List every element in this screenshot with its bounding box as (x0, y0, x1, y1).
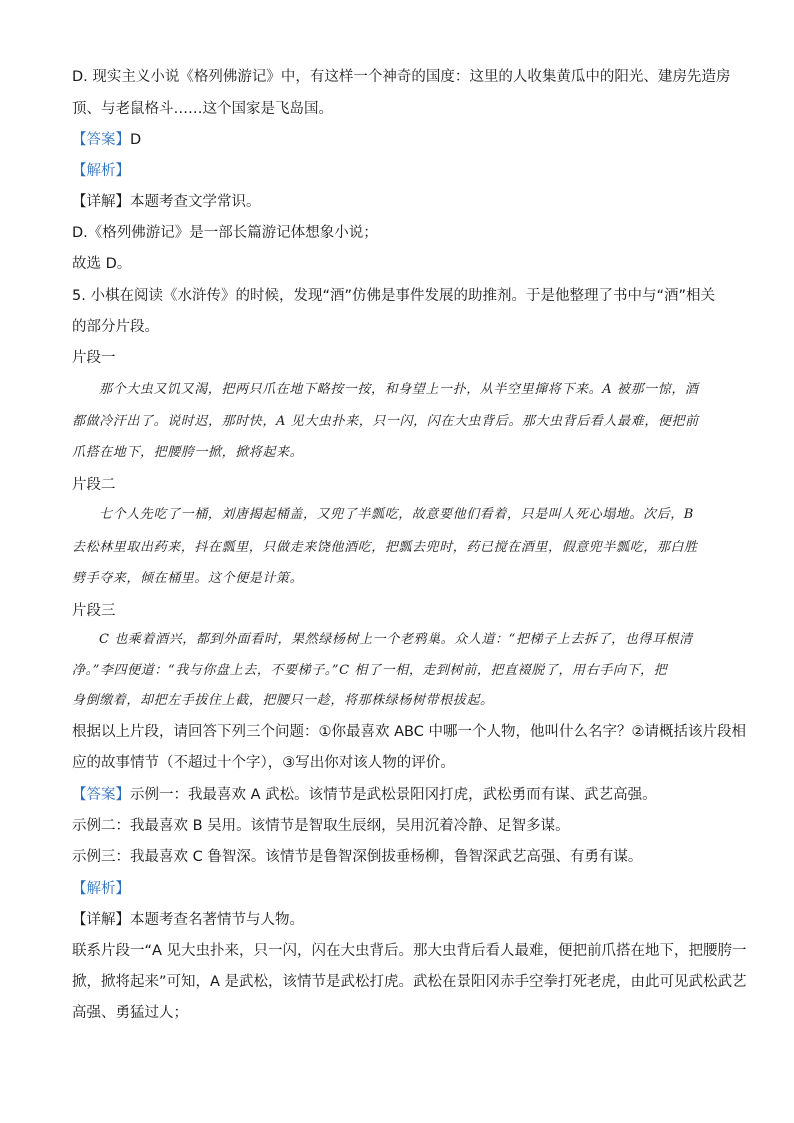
q5-question-line-2: 应的故事情节（不超过十个字），③写出你对该人物的评价。 (72, 755, 455, 771)
q5-stem-line-1: 5. 小棋在阅读《水浒传》的时候，发现“酒”仿佛是事件发展的助推剂。于是他整理了书中与“酒”相关 (72, 288, 715, 304)
q5-question-line-1: 根据以上片段，请回答下列三个问题：①你最喜欢 ABC 中哪一个人物，他叫什么名字？②请概括该片段相 (72, 724, 746, 740)
option-d-line-2: 顶、与老鼠格斗……这个国家是飞岛国。 (72, 101, 333, 117)
q5-answer-2: 示例二：我最喜欢 B 吴用。该情节是智取生辰纲，吴用沉着冷静、足智多谋。 (72, 818, 570, 834)
detail-text: 本题考查名著情节与人物。 (130, 912, 304, 928)
q4-conclusion: 故选 D。 (72, 256, 132, 272)
option-d-line-1: D. 现实主义小说《格列佛游记》中，有这样一个神奇的国度：这里的人收集黄瓜中的阳光、建房先造房 (72, 69, 731, 85)
q5-stem-line-2: 的部分片段。 (72, 319, 159, 335)
q5-answer-1 (72, 785, 732, 805)
fragment-3-line: 净。”李四便道：“我与你盘上去，不要梯子。”C 相了一相，走到树前，把直裰脱了，用右手向下，把 (72, 663, 668, 678)
detail-text: 本题考查文学常识。 (130, 194, 261, 210)
fragment-2-line: 去松林里取出药来，抖在瓢里，只做走来饶他酒吃，把瓢去兜时，药已搅在酒里，假意兜半瓢吃，那白胜 (72, 540, 698, 555)
answer-tag: 【答案】 (72, 132, 130, 148)
fragment-2-line: 七个人先吃了一桶，刘唐揭起桶盖，又兜了半瓢吃，故意要他们看着，只是叫人死心塌地。次后，B (99, 507, 694, 522)
fragment-2-line: 劈手夺来，倾在桶里。这个便是计策。 (72, 571, 304, 586)
answer-tag: 【答案】 (72, 787, 130, 803)
q5-detail (72, 910, 732, 930)
fragment-1-line: 那个大虫又饥又渴，把两只爪在地下略按一按，和身望上一扑，从半空里撺将下来。A 被那一惊，酒 (99, 382, 699, 397)
q5-analysis-line: 掀，掀将起来”可知，A 是武松，该情节是武松打虎。武松在景阳冈赤手空拳打死老虎，由此可见武松武艺 (72, 974, 747, 990)
fragment-3-title: 片段三 (72, 603, 116, 619)
fragment-1-title: 片段一 (72, 350, 116, 366)
fragment-3-line: C 也乘着酒兴，都到外面看时，果然绿杨树上一个老鸦巢。众人道：“把梯子上去拆了，也得耳根清 (99, 632, 693, 647)
q4-answer (72, 130, 732, 150)
q4-analysis-tag: 【解析】 (72, 163, 130, 179)
fragment-3-line: 身倒缴着，却把左手拔住上截，把腰只一趁，将那株绿杨树带根拔起。 (72, 693, 494, 708)
q5-analysis-line: 高强、勇猛过人； (72, 1005, 188, 1021)
detail-tag: 【详解】 (72, 194, 130, 210)
q5-analysis-line: 联系片段一“A 见大虫扑来，只一闪，闪在大虫背后。那大虫背后看人最难，便把前爪搭在地下，把腰胯一 (72, 943, 747, 959)
q5-analysis-tag: 【解析】 (72, 881, 130, 897)
q4-explain: D.《格列佛游记》是一部长篇游记体想象小说； (72, 225, 378, 241)
detail-tag: 【详解】 (72, 912, 130, 928)
fragment-1-line: 爪搭在地下，把腰胯一掀，掀将起来。 (72, 445, 304, 460)
q5-answer-3: 示例三：我最喜欢 C 鲁智深。该情节是鲁智深倒拔垂杨柳，鲁智深武艺高强、有勇有谋。 (72, 849, 643, 865)
answer-value: D (130, 132, 142, 148)
q4-detail (72, 192, 732, 212)
fragment-2-title: 片段二 (72, 477, 116, 493)
answer-example: 示例一：我最喜欢 A 武松。该情节是武松景阳冈打虎，武松勇而有谋、武艺高强。 (130, 787, 657, 803)
fragment-1-line: 都做冷汗出了。说时迟，那时快，A 见大虫扑来，只一闪，闪在大虫背后。那大虫背后看人最难，便把前 (72, 414, 699, 429)
